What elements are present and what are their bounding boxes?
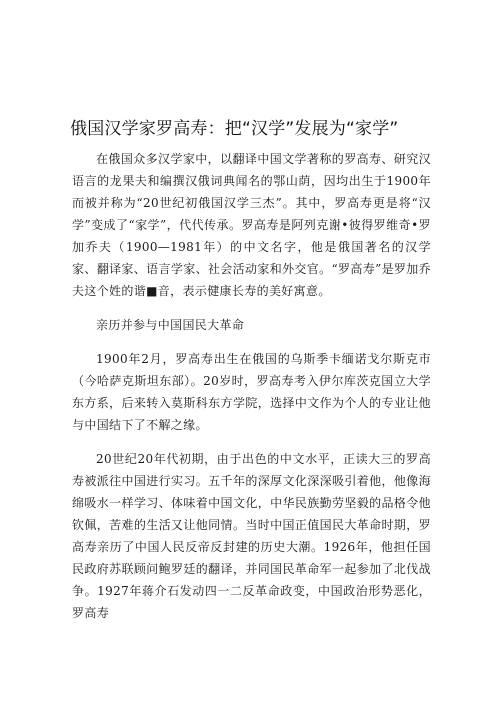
body-paragraph-1: 1900年2月，罗高寿出生在俄国的乌斯季卡缅诺戈尔斯克市（今哈萨克斯坦东部）。20岁时，罗高寿考入伊尔库茨克国立大学东方系，后来转入莫斯科东方学院，选择中文作为个人的专业让他与中国结下了不解之缘。 (72, 352, 431, 432)
intro-paragraph: 在俄国众多汉学家中，以翻译中国文学著称的罗高寿、研究汉语言的龙果夫和编撰汉俄词典闻名的鄂山荫，因均出生于1900年而被并称为“20世纪初俄国汉学三杰”。其中，罗高寿更是将“汉学”变成了“家学”，代代传承。罗高寿是阿列克谢•彼得罗维奇•罗加乔夫（1900—1981年）的中文名字，他是俄国著名的汉学家、翻译家、语言学家、社会活动家和外交官。“罗高寿”是罗加乔夫这个姓的谐■音，表示健康长寿的美好寓意。 (72, 152, 431, 298)
section-heading: 亲历并参与中国国民大革命 (96, 318, 245, 332)
article-body (72, 148, 431, 624)
body-paragraph-2: 20世纪20年代初期，由于出色的中文水平，正读大三的罗高寿被派往中国进行实习。五千年的深厚文化深深吸引着他，他像海绵吸水一样学习、体味着中国文化，中华民族勤劳坚毅的品格令他钦佩，苦难的生活又让他同情。当时中国正值国民大革命时期，罗高寿亲历了中国人民反帝反封建的历史大潮。1926年，他担任国民政府苏联顾问鲍罗廷的翻译，并同国民革命军一起参加了北伐战争。1927年蒋介石发动四一二反革命政变，中国政治形势恶化，罗高寿 (72, 452, 431, 620)
article-title: 俄国汉学家罗高寿：把“汉学”发展为“家学” (70, 119, 399, 139)
